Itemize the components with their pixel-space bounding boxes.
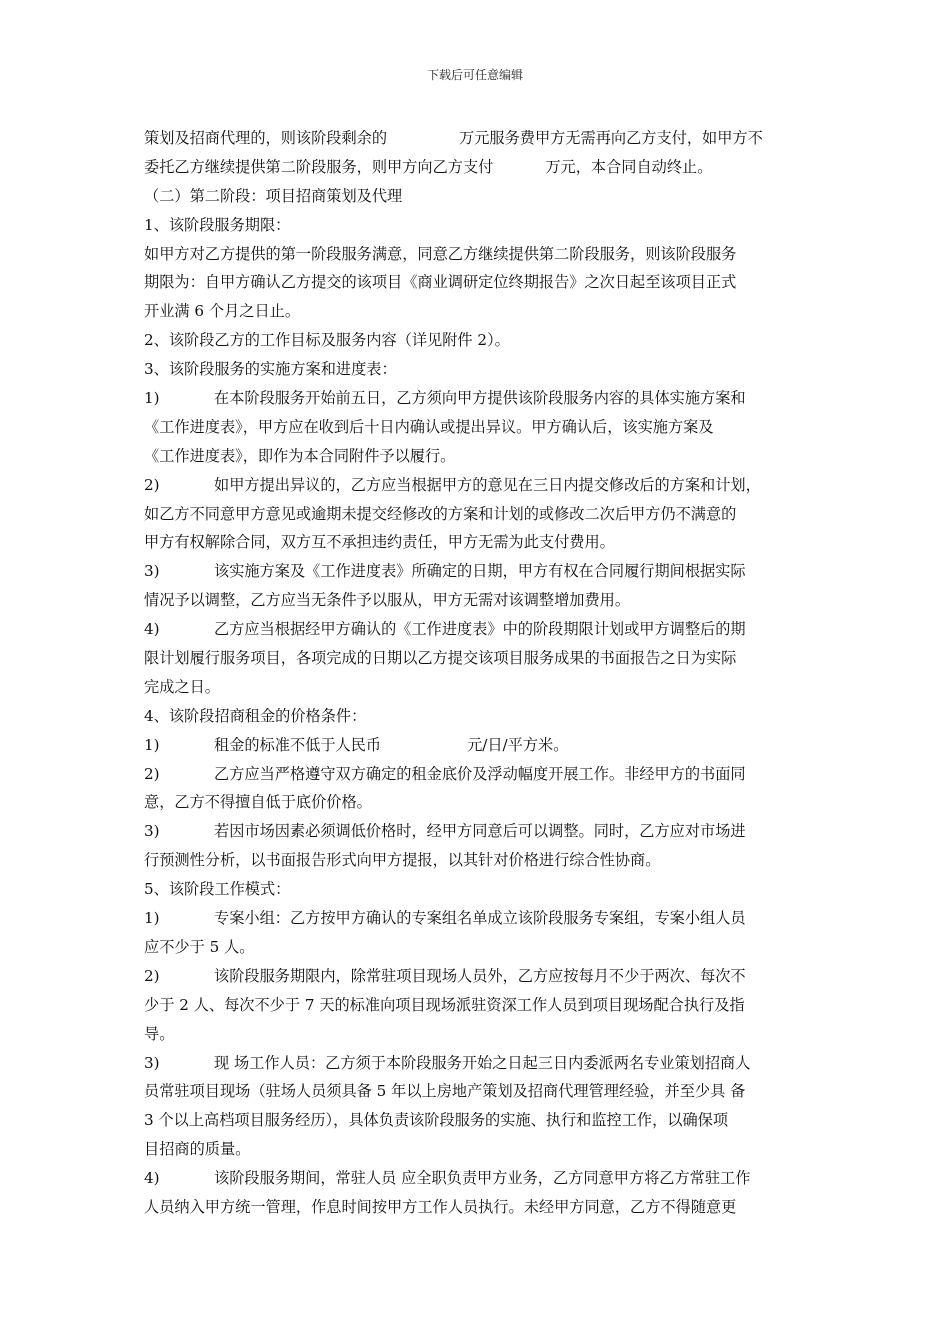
text-segment: 员常驻项目现场（驻场人员须具备 5 年以上房地产策划及招商代理管理经验，并至少具 备 [144,1082,746,1101]
text-line [144,124,810,153]
text-segment: 该阶段服务期限内，除常驻项目现场人员外，乙方应按每月不少于两次、每次不 [214,966,746,985]
text-segment: 如甲方对乙方提供的第一阶段服务满意，同意乙方继续提供第二阶段服务，则该阶段服务 [144,244,737,263]
text-segment: 开业满 6 个月之日止。 [144,302,301,321]
text-segment: 应不少于 5 人。 [144,937,255,956]
text-segment: 元/日/平方米。 [467,735,569,754]
list-number: 1) [144,389,160,408]
text-segment: 完成之日。 [144,677,220,696]
text-segment: 甲方有权解除合同，双方互不承担违约责任，甲方无需为此支付费用。 [144,533,615,552]
text-segment: 意，乙方不得擅自低于底价价格。 [144,793,372,812]
text-segment: 限计划履行服务项目，各项完成的日期以乙方提交该项目服务成果的书面报告之日为实际 [144,649,737,668]
text-segment: 目招商的质量。 [144,1140,251,1159]
text-segment: 行预测性分析，以书面报告形式向甲方提报，以其针对价格进行综合性协商。 [144,851,661,870]
text-line [144,355,810,384]
text-segment: 少于 2 人、每次不少于 7 天的标准向项目现场派驻资深工作人员到项目现场配合执行及指 [144,995,745,1014]
text-segment: 现 场工作人员：乙方须于本阶段服务开始之日起三日内委派两名专业策划招商人 [214,1053,751,1072]
text-line [144,268,810,297]
text-line [144,384,810,413]
text-segment: 期限为：自甲方确认乙方提交的该项目《商业调研定位终期报告》之次日起至该项目正式 [144,273,737,292]
text-line [144,1077,810,1106]
document-body [144,124,810,1222]
text-segment: 人员纳入甲方统一管理，作息时间按甲方工作人员执行。未经甲方同意，乙方不得随意更 [144,1197,737,1216]
text-segment: 若因市场因素必须调低价格时，经甲方同意后可以调整。同时，乙方应对市场进 [214,822,746,841]
text-segment: 该实施方案及《工作进度表》所确定的日期，甲方有权在合同履行期间根据实际 [214,562,746,581]
list-number: 1) [144,735,160,754]
text-line [144,1106,810,1135]
text-line [144,1193,810,1222]
text-line [144,962,810,991]
text-line [144,500,810,529]
text-line [144,846,810,875]
text-line [144,557,810,586]
text-segment: 导。 [144,1024,175,1043]
text-segment: 委托乙方继续提供第二阶段服务，则甲方向乙方支付 [144,157,494,176]
text-line [144,760,810,789]
text-segment: （二）第二阶段：项目招商策划及代理 [144,186,403,205]
text-line [144,817,810,846]
text-segment: 如乙方不同意甲方意见或逾期未提交经修改的方案和计划的或修改二次后甲方仍不满意的 [144,504,737,523]
text-segment: 乙方应当严格遵守双方确定的租金底价及浮动幅度开展工作。非经甲方的书面同 [214,764,746,783]
text-line [144,933,810,962]
list-number: 3) [144,822,160,841]
text-line [144,991,810,1020]
text-segment: 专案小组：乙方按甲方确认的专案组名单成立该阶段服务专案组，专案小组人员 [214,909,746,928]
text-line [144,240,810,269]
list-number: 2) [144,475,160,494]
list-number: 2) [144,764,160,783]
text-line [144,297,810,326]
text-line [144,586,810,615]
list-number: 4) [144,1169,160,1188]
text-line [144,1135,810,1164]
text-segment: 2、该阶段乙方的工作目标及服务内容（详见附件 2）。 [144,331,510,350]
list-number: 3) [144,562,160,581]
text-line [144,1020,810,1049]
text-segment: 该阶段服务期间，常驻人员 应全职负责甲方业务，乙方同意甲方将乙方常驻工作 [214,1169,751,1188]
text-line [144,1164,810,1193]
text-segment: 1、该阶段服务期限： [144,215,291,234]
text-line [144,644,810,673]
list-number: 4) [144,620,160,639]
list-number: 2) [144,966,160,985]
text-line [144,442,810,471]
text-line [144,182,810,211]
text-line [144,788,810,817]
text-segment: 如甲方提出异议的，乙方应当根据甲方的意见在三日内提交修改后的方案和计划， [214,475,761,494]
text-segment: 乙方应当根据经甲方确认的《工作进度表》中的阶段期限计划或甲方调整后的期 [214,620,746,639]
text-line [144,702,810,731]
text-segment: 在本阶段服务开始前五日，乙方须向甲方提供该阶段服务内容的具体实施方案和 [214,389,746,408]
text-segment: 万元服务费甲方无需再向乙方支付，如甲方不 [459,129,763,147]
list-number: 1) [144,909,160,928]
text-line [144,904,810,933]
text-line [144,413,810,442]
text-line [144,615,810,644]
text-segment: 《工作进度表》，甲方应在收到后十日内确认或提出异议。甲方确认后，该实施方案及 [144,417,714,436]
text-segment: 3 个以上高档项目服务经历），具体负责该阶段服务的实施、执行和监控工作，以确保项 [144,1111,729,1130]
text-segment: 租金的标准不低于人民币 [214,735,382,754]
page-header: 下载后可任意编辑 [426,68,523,82]
text-line [144,731,810,760]
text-line [144,153,810,182]
list-number: 3) [144,1053,160,1072]
text-line [144,673,810,702]
text-line [144,528,810,557]
text-line [144,471,810,500]
text-segment: 策划及招商代理的，则该阶段剩余的 [144,129,387,147]
text-segment: 4、该阶段招商租金的价格条件： [144,706,367,725]
text-line [144,875,810,904]
text-line [144,326,810,355]
text-segment: 3、该阶段服务的实施方案和进度表： [144,360,397,379]
text-segment: 万元，本合同自动终止。 [545,157,713,176]
text-segment: 情况予以调整，乙方应当无条件予以服从，甲方无需对该调整增加费用。 [144,591,630,610]
text-line [144,211,810,240]
text-line [144,1049,810,1078]
text-segment: 《工作进度表》，即作为本合同附件予以履行。 [144,446,456,465]
text-segment: 5、该阶段工作模式： [144,880,291,899]
